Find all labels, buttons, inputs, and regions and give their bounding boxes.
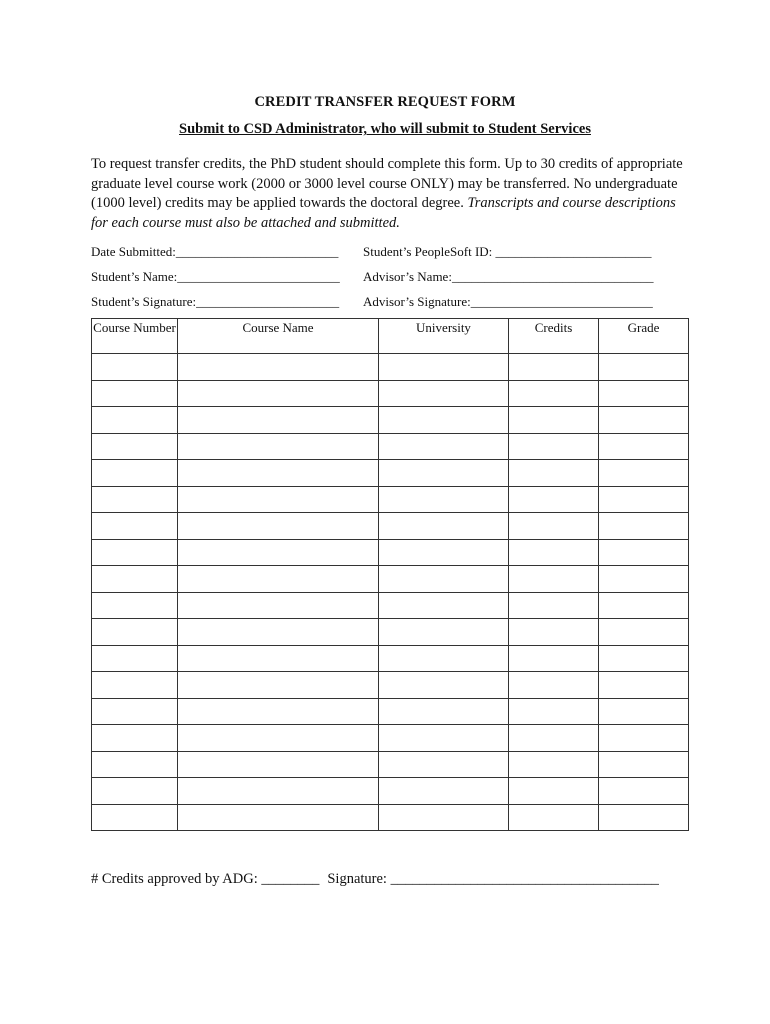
date-submitted-field[interactable]: Date Submitted:_________________________ bbox=[91, 244, 339, 259]
table-cell[interactable] bbox=[178, 645, 379, 672]
table-cell[interactable] bbox=[379, 513, 509, 540]
table-cell[interactable] bbox=[178, 539, 379, 566]
table-cell[interactable] bbox=[509, 619, 599, 646]
table-cell[interactable] bbox=[178, 778, 379, 805]
field-row-date bbox=[91, 244, 691, 264]
table-cell[interactable] bbox=[509, 566, 599, 593]
table-cell[interactable] bbox=[379, 566, 509, 593]
table-cell[interactable] bbox=[509, 354, 599, 381]
table-cell[interactable] bbox=[379, 539, 509, 566]
table-row bbox=[92, 778, 689, 805]
table-cell[interactable] bbox=[92, 354, 178, 381]
table-cell[interactable] bbox=[178, 672, 379, 699]
table-cell[interactable] bbox=[178, 460, 379, 487]
table-cell[interactable] bbox=[509, 460, 599, 487]
header-course-number: Course Number bbox=[92, 319, 178, 354]
table-row bbox=[92, 725, 689, 752]
table-cell[interactable] bbox=[509, 778, 599, 805]
table-cell[interactable] bbox=[599, 380, 689, 407]
table-cell[interactable] bbox=[379, 645, 509, 672]
table-row bbox=[92, 513, 689, 540]
table-cell[interactable] bbox=[379, 778, 509, 805]
table-cell[interactable] bbox=[379, 698, 509, 725]
field-row-signatures bbox=[91, 294, 691, 314]
table-cell[interactable] bbox=[178, 751, 379, 778]
table-cell[interactable] bbox=[178, 725, 379, 752]
course-table bbox=[91, 318, 689, 831]
table-cell[interactable] bbox=[92, 619, 178, 646]
approval-footer bbox=[91, 871, 691, 888]
table-row bbox=[92, 645, 689, 672]
table-cell[interactable] bbox=[92, 778, 178, 805]
table-cell[interactable] bbox=[599, 804, 689, 831]
table-cell[interactable] bbox=[92, 407, 178, 434]
table-header-row bbox=[92, 319, 689, 354]
table-cell[interactable] bbox=[599, 751, 689, 778]
table-cell[interactable] bbox=[509, 672, 599, 699]
table-cell[interactable] bbox=[379, 380, 509, 407]
table-cell[interactable] bbox=[92, 566, 178, 593]
table-row bbox=[92, 566, 689, 593]
table-cell[interactable] bbox=[509, 725, 599, 752]
table-cell[interactable] bbox=[509, 380, 599, 407]
table-cell[interactable] bbox=[599, 725, 689, 752]
table-cell[interactable] bbox=[599, 592, 689, 619]
table-cell[interactable] bbox=[379, 751, 509, 778]
table-cell[interactable] bbox=[379, 433, 509, 460]
table-cell[interactable] bbox=[92, 380, 178, 407]
table-cell[interactable] bbox=[92, 672, 178, 699]
table-cell[interactable] bbox=[92, 804, 178, 831]
table-cell[interactable] bbox=[92, 698, 178, 725]
credits-approved-field[interactable]: # Credits approved by ADG: ________ bbox=[91, 871, 320, 887]
table-cell[interactable] bbox=[599, 407, 689, 434]
table-cell[interactable] bbox=[178, 619, 379, 646]
table-cell[interactable] bbox=[599, 460, 689, 487]
advisor-name-field[interactable]: Advisor’s Name:_______________________________ bbox=[363, 269, 654, 284]
table-row bbox=[92, 380, 689, 407]
table-cell[interactable] bbox=[178, 804, 379, 831]
table-cell[interactable] bbox=[599, 539, 689, 566]
table-cell[interactable] bbox=[509, 486, 599, 513]
table-cell[interactable] bbox=[379, 354, 509, 381]
table-cell[interactable] bbox=[178, 354, 379, 381]
table-cell[interactable] bbox=[178, 698, 379, 725]
table-row bbox=[92, 407, 689, 434]
table-cell[interactable] bbox=[92, 460, 178, 487]
table-cell[interactable] bbox=[379, 804, 509, 831]
form-title: CREDIT TRANSFER REQUEST FORM bbox=[254, 94, 516, 110]
table-row bbox=[92, 804, 689, 831]
table-cell[interactable] bbox=[599, 645, 689, 672]
table-cell[interactable] bbox=[92, 486, 178, 513]
table-cell[interactable] bbox=[509, 513, 599, 540]
table-row bbox=[92, 698, 689, 725]
table-row bbox=[92, 592, 689, 619]
table-cell[interactable] bbox=[178, 433, 379, 460]
table-cell[interactable] bbox=[92, 751, 178, 778]
table-cell[interactable] bbox=[599, 433, 689, 460]
table-cell[interactable] bbox=[379, 672, 509, 699]
student-signature-field[interactable]: Student’s Signature:______________________ bbox=[91, 294, 340, 309]
table-cell[interactable] bbox=[599, 513, 689, 540]
table-row bbox=[92, 751, 689, 778]
table-cell[interactable] bbox=[379, 592, 509, 619]
table-cell[interactable] bbox=[509, 698, 599, 725]
table-cell[interactable] bbox=[379, 619, 509, 646]
peoplesoft-id-field[interactable]: Student’s PeopleSoft ID: ________________________ bbox=[363, 244, 652, 259]
table-cell[interactable] bbox=[599, 486, 689, 513]
table-cell[interactable] bbox=[92, 725, 178, 752]
table-cell[interactable] bbox=[509, 804, 599, 831]
advisor-signature-field[interactable]: Advisor’s Signature:____________________________ bbox=[363, 294, 653, 309]
table-cell[interactable] bbox=[599, 354, 689, 381]
table-body bbox=[92, 354, 689, 831]
table-row bbox=[92, 672, 689, 699]
table-cell[interactable] bbox=[509, 645, 599, 672]
table-cell[interactable] bbox=[379, 460, 509, 487]
field-row-names bbox=[91, 269, 691, 289]
table-row bbox=[92, 433, 689, 460]
table-cell[interactable] bbox=[509, 539, 599, 566]
table-cell[interactable] bbox=[92, 645, 178, 672]
table-cell[interactable] bbox=[599, 698, 689, 725]
table-row bbox=[92, 539, 689, 566]
table-cell[interactable] bbox=[92, 433, 178, 460]
table-cell[interactable] bbox=[178, 380, 379, 407]
table-cell[interactable] bbox=[178, 407, 379, 434]
table-row bbox=[92, 486, 689, 513]
table-cell[interactable] bbox=[379, 725, 509, 752]
form-subtitle: Submit to CSD Administrator, who will submit to Student Services bbox=[179, 121, 591, 137]
table-cell[interactable] bbox=[92, 592, 178, 619]
table-cell[interactable] bbox=[178, 486, 379, 513]
student-name-field[interactable]: Student’s Name:_________________________ bbox=[91, 269, 340, 284]
table-cell[interactable] bbox=[599, 672, 689, 699]
table-cell[interactable] bbox=[92, 539, 178, 566]
header-course-name: Course Name bbox=[178, 319, 379, 354]
adg-signature-field[interactable]: Signature: _____________________________________ bbox=[327, 871, 659, 887]
table-cell[interactable] bbox=[509, 407, 599, 434]
table-cell[interactable] bbox=[509, 592, 599, 619]
header-credits: Credits bbox=[509, 319, 599, 354]
table-row bbox=[92, 619, 689, 646]
intro-paragraph bbox=[91, 155, 691, 233]
table-cell[interactable] bbox=[599, 619, 689, 646]
table-row bbox=[92, 354, 689, 381]
table-cell[interactable] bbox=[178, 513, 379, 540]
table-cell[interactable] bbox=[178, 566, 379, 593]
table-cell[interactable] bbox=[599, 566, 689, 593]
table-cell[interactable] bbox=[599, 778, 689, 805]
table-cell[interactable] bbox=[509, 751, 599, 778]
table-row bbox=[92, 460, 689, 487]
table-cell[interactable] bbox=[92, 513, 178, 540]
table-cell[interactable] bbox=[509, 433, 599, 460]
table-cell[interactable] bbox=[379, 486, 509, 513]
header-university: University bbox=[379, 319, 509, 354]
table-cell[interactable] bbox=[178, 592, 379, 619]
header-grade: Grade bbox=[599, 319, 689, 354]
table-cell[interactable] bbox=[379, 407, 509, 434]
intro-text: To request transfer credits, the PhD student should complete this form. Up to 30 credits of appropriate graduate level course work (2000 or 3000 level course ONLY) may be transferred. No undergraduate (1000 level) credits may be applied towards the doctoral degree. bbox=[91, 156, 683, 211]
intro-italic-text: Transcripts and course descriptions for each course must also be attached and submitted. bbox=[91, 195, 676, 231]
